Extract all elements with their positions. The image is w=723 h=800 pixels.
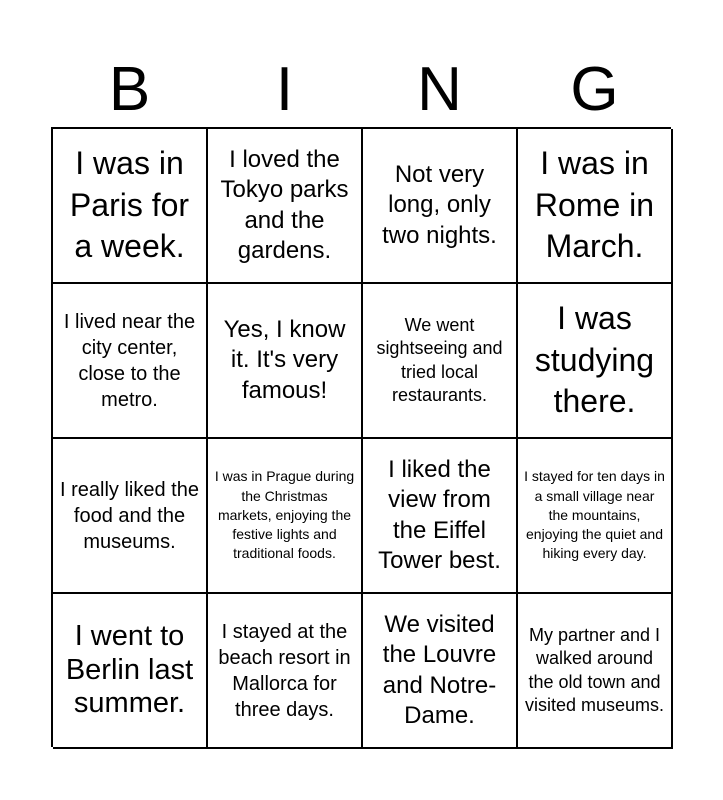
bingo-cell[interactable] — [363, 439, 518, 594]
header-letter-i: I — [275, 55, 294, 124]
bingo-cell[interactable] — [363, 129, 518, 284]
bingo-cell[interactable] — [208, 284, 363, 439]
bingo-cell[interactable] — [363, 284, 518, 439]
bingo-cell[interactable] — [518, 594, 673, 749]
bingo-cell[interactable] — [518, 439, 673, 594]
bingo-cell[interactable] — [208, 129, 363, 284]
bingo-header — [52, 52, 672, 128]
bingo-board — [51, 127, 671, 747]
cell-text: I was in Paris for a week. — [69, 145, 190, 265]
cell-text: I went to Berlin last summer. — [65, 620, 194, 720]
bingo-cell[interactable] — [518, 284, 673, 439]
cell-text: We went sightseeing and tried local restaurants. — [376, 314, 503, 405]
bingo-cell[interactable] — [208, 594, 363, 749]
cell-text: I loved the Tokyo parks and the gardens. — [220, 146, 349, 264]
header-letter-g: G — [570, 55, 619, 124]
cell-text: I was in Prague during the Christmas markets, enjoying the festive lights and traditional foods. — [214, 468, 355, 562]
cell-text: I really liked the food and the museums. — [60, 478, 199, 553]
cell-text: Not very long, only two nights. — [382, 161, 497, 249]
bingo-cell[interactable] — [53, 594, 208, 749]
bingo-cell[interactable] — [518, 129, 673, 284]
cell-text: My partner and I walked around the old town and visited museums. — [524, 624, 665, 715]
cell-text: I liked the view from the Eiffel Tower best. — [378, 456, 501, 574]
cell-text: I lived near the city center, close to the metro. — [63, 310, 196, 411]
cell-text: I stayed for ten days in a small village near the mountains, enjoying the quiet and hiking every day. — [524, 468, 665, 562]
bingo-cell[interactable] — [208, 439, 363, 594]
header-letter-n: N — [417, 55, 462, 124]
bingo-cell[interactable] — [53, 284, 208, 439]
cell-text: Yes, I know it. It's very famous! — [223, 316, 346, 404]
bingo-cell[interactable] — [53, 439, 208, 594]
cell-text: I stayed at the beach resort in Mallorca for three days. — [218, 620, 351, 721]
cell-text: I was in Rome in March. — [534, 145, 655, 265]
cell-text: I was studying there. — [534, 300, 655, 420]
cell-text: We visited the Louvre and Notre-Dame. — [382, 611, 497, 729]
bingo-cell[interactable] — [53, 129, 208, 284]
bingo-cell[interactable] — [363, 594, 518, 749]
header-letter-b: B — [108, 55, 151, 124]
